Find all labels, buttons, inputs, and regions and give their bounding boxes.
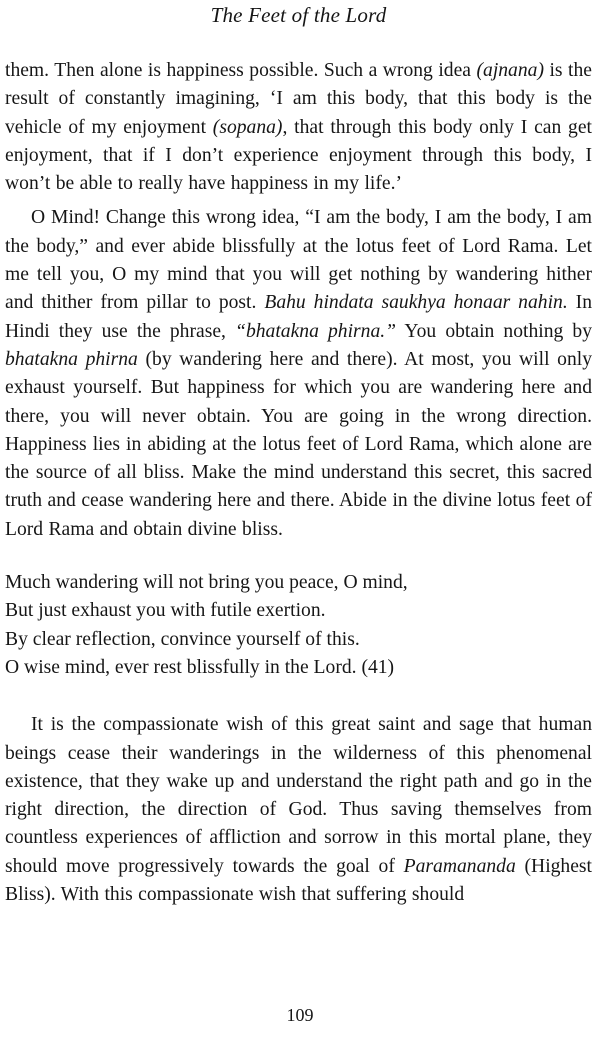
paragraph-3 bbox=[5, 711, 592, 909]
italic-term: (sopana) bbox=[212, 116, 283, 138]
text-run: (Highest Bliss). With this compassionate wish that suffering should bbox=[5, 855, 592, 906]
italic-term: bhatakna phirna bbox=[5, 348, 138, 370]
text-run: O Mind! Change this wrong idea, “I am the body, I am the body, I am the body,” and ever abide blissfully at the lotus feet of Lord Rama. Let me tell you, O my mind that you will get nothing by wandering hither and thither from pillar to post. bbox=[5, 207, 592, 314]
verse-block bbox=[5, 569, 592, 682]
verse-line-4: O wise mind, ever rest blissfully in the Lord. (41) bbox=[5, 656, 395, 678]
text-run: In Hindi they use the phrase, bbox=[5, 292, 592, 342]
text-run: (by wandering here and there). At most, you will only exhaust yourself. But happiness for which you are wandering here and there, you will never obtain. You are going in the wrong direction. Happiness lies in abiding at the lotus feet of Lord Rama, which alone are the source of all bliss. Make the mind understand this secret, this sacred truth and cease wandering here and there. Abide in the divine lotus feet of Lord Rama and obtain divine bliss. bbox=[5, 348, 592, 540]
italic-term: “bhatakna phirna.” bbox=[235, 320, 397, 342]
verse-line-3: By clear reflection, convince yourself of this. bbox=[5, 628, 360, 650]
text-run: is the result of constantly imagining, ‘I am this body, that this body is the vehicle of my enjoyment bbox=[5, 60, 592, 138]
paragraph-2 bbox=[5, 204, 592, 544]
italic-term: (ajnana) bbox=[476, 60, 544, 81]
body-text bbox=[5, 57, 592, 909]
italic-term: Bahu hindata saukhya honaar nahin. bbox=[264, 292, 568, 314]
text-run: You obtain nothing by bbox=[396, 320, 593, 342]
text-run: It is the compassionate wish of this great saint and sage that human beings cease their wanderings in the wilderness of this phenomenal existence, that they wake up and understand the right path and go in the right direction, the direction of God. Thus saving themselves from countless experiences of affliction and sorrow in this mortal plane, they should move progressively towards the goal of bbox=[5, 714, 592, 877]
paragraph-1 bbox=[5, 57, 592, 198]
italic-term: Paramananda bbox=[403, 855, 516, 877]
running-head: The Feet of the Lord bbox=[210, 3, 387, 27]
text-run: them. Then alone is happiness possible. Such a wrong idea bbox=[5, 60, 477, 81]
page-number: 109 bbox=[286, 1005, 314, 1025]
verse-line-2: But just exhaust you with futile exertion. bbox=[5, 600, 326, 622]
text-run: , that through this body only I can get enjoyment, that if I don’t experience enjoyment through this body, I won’t be able to really have happiness in my life.’ bbox=[5, 116, 592, 195]
verse-line-1: Much wandering will not bring you peace, O mind, bbox=[5, 572, 408, 594]
